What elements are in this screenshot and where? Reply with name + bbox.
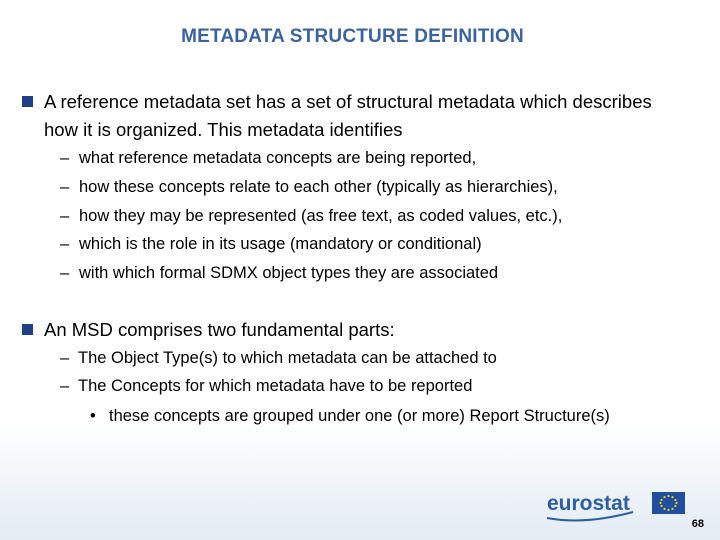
dash-icon: – [60,149,70,167]
sub-bullet-text: The Object Type(s) to which metadata can be attached to [78,349,497,367]
sub-bullet-text: The Concepts for which metadata have to be reported [78,377,473,395]
sub-sub-bullet [90,404,620,428]
bullet-1 [22,88,682,144]
sub-bullet-text: which is the role in its usage (mandatory or conditional) [79,235,482,253]
eurostat-logo [545,488,690,524]
sub-sub-bullet-text: these concepts are grouped under one (or more) Report Structure(s) [109,407,610,425]
svg-text:eurostat: eurostat [547,492,630,515]
dot-bullet-icon: • [90,407,96,425]
sub-bullet-text: with which formal SDMX object types they are associated [79,264,499,282]
sub-bullet-text: how they may be represented (as free text, as coded values, etc.), [79,207,563,225]
dash-icon: – [60,377,70,395]
dash-icon: – [60,349,70,367]
bullet-2 [22,316,682,344]
dash-icon: – [60,235,70,253]
square-bullet-icon [22,96,33,107]
sub-bullet-text: how these concepts relate to each other (typically as hierarchies), [79,178,558,196]
page-number: 68 [691,518,704,530]
bullet-1-text: A reference metadata set has a set of structural metadata which describes how it is organized. This metadata identifies [44,91,652,140]
dash-icon: – [60,178,70,196]
bullet-2-text: An MSD comprises two fundamental parts: [44,319,395,340]
dash-icon: – [60,264,70,282]
sub-bullet-text: what reference metadata concepts are being reported, [79,149,477,167]
dash-icon: – [60,207,70,225]
slide-title: METADATA STRUCTURE DEFINITION [181,26,524,47]
square-bullet-icon [22,324,33,335]
